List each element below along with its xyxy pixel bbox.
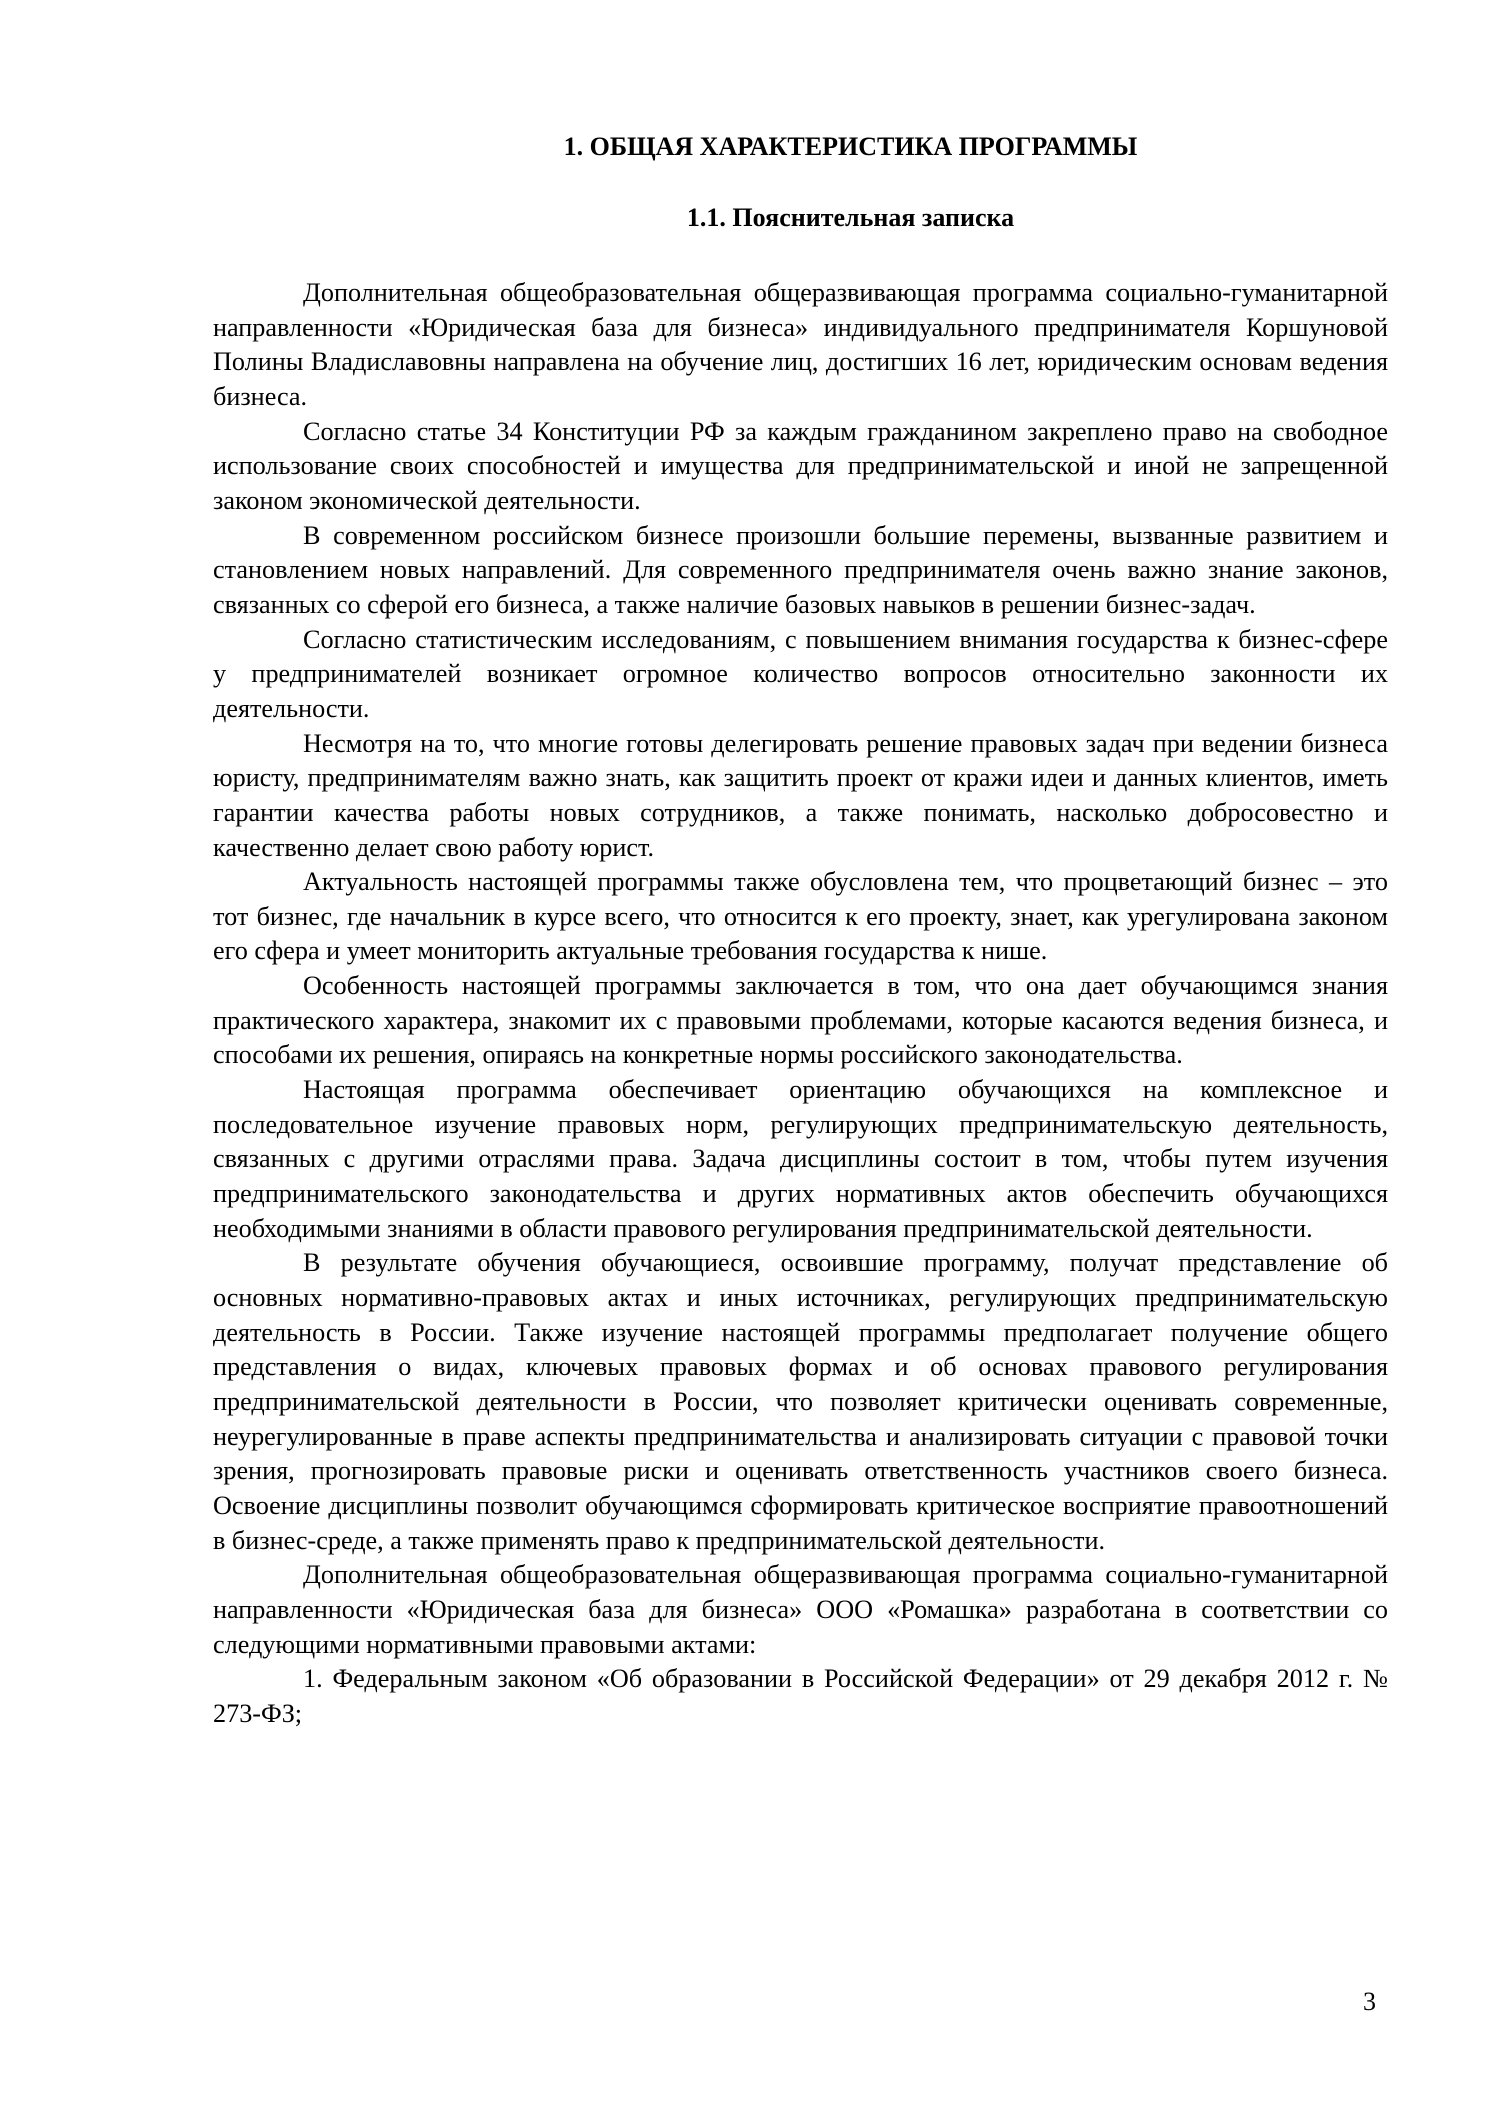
paragraph-constitution: Согласно статье 34 Конституции РФ за каждым гражданином закреплено право на свободное использование своих способностей и имущества для предпринимательской и иной не запрещенной законом экономической деятельности. — [213, 416, 1388, 515]
section-heading: 1. ОБЩАЯ ХАРАКТЕРИСТИКА ПРОГРАММЫ — [563, 132, 1138, 161]
paragraph-intro: Дополнительная общеобразовательная общеразвивающая программа социально-гуманитарной направленности «Юридическая база для бизнеса» индивидуального предпринимателя Коршуновой Полины Владиславовны направлена на обучение лиц, достигших 16 лет, юридическим основам ведения бизнеса. — [213, 278, 1388, 411]
paragraph-relevance: Актуальность настоящей программы также обусловлена тем, что процветающий бизнес – это тот бизнес, где начальник в курсе всего, что относится к его проекту, знает, как урегулирована законом его сфера и умеет мониторить актуальные требования государства к нише. — [213, 867, 1388, 966]
paragraph-delegation: Несмотря на то, что многие готовы делегировать решение правовых задач при ведении бизнеса юристу, предпринимателям важно знать, как защитить проект от кражи идеи и данных клиентов, иметь гарантии качества работы новых сотрудников, а также понимать, насколько добросовестно и качественно делает свою работу юрист. — [213, 728, 1388, 862]
paragraph-legal-basis: Дополнительная общеобразовательная общеразвивающая программа социально-гуманитарной направленности «Юридическая база для бизнеса» ООО «Ромашка» разработана в соответствии со следующими нормативными правовыми актами: — [213, 1560, 1388, 1659]
paragraph-feature: Особенность настоящей программы заключается в том, что она дает обучающимся знания практического характера, знакомит их с правовыми проблемами, которые касаются ведения бизнеса, и способами их решения, опираясь на конкретные нормы российского законодательства. — [213, 971, 1388, 1070]
document-page — [213, 130, 1388, 1732]
paragraph-orientation: Настоящая программа обеспечивает ориентацию обучающихся на комплексное и последовательное изучение правовых норм, регулирующих предпринимательскую деятельность, связанных с другими отраслями права. Задача дисциплины состоит в том, чтобы путем изучения предпринимательского законодательства и других нормативных актов обеспечить обучающихся необходимыми знаниями в области правового регулирования предпринимательской деятельности. — [213, 1075, 1388, 1243]
list-item-federal-law: 1. Федеральным законом «Об образовании в Российской Федерации» от 29 декабря 2012 г. № 273-ФЗ; — [213, 1664, 1388, 1728]
paragraph-results: В результате обучения обучающиеся, освоившие программу, получат представление об основных нормативно-правовых актах и иных источниках, регулирующих предпринимательскую деятельность в России. Также изучение настоящей программы предполагает получение общего представления о видах, ключевых правовых формах и об основах правового регулирования предпринимательской деятельности в России, что позволяет критически оценивать современные, неурегулированные в праве аспекты предпринимательства и анализировать ситуации с правовой точки зрения, прогнозировать правовые риски и оценивать ответственность участников своего бизнеса. Освоение дисциплины позволит обучающимся сформировать критическое восприятие правоотношений в бизнес-среде, а также применять право к предпринимательской деятельности. — [213, 1248, 1388, 1555]
page-number: 3 — [1363, 1987, 1376, 2016]
paragraph-changes: В современном российском бизнесе произошли большие перемены, вызванные развитием и становлением новых направлений. Для современного предпринимателя очень важно знание законов, связанных со сферой его бизнеса, а также наличие базовых навыков в решении бизнес-задач. — [213, 520, 1388, 619]
subsection-heading: 1.1. Пояснительная записка — [686, 203, 1015, 232]
paragraph-statistics: Согласно статистическим исследованиям, с повышением внимания государства к бизнес-сфере у предпринимателей возникает огромное количество вопросов относительно законности их деятельности. — [213, 624, 1388, 723]
